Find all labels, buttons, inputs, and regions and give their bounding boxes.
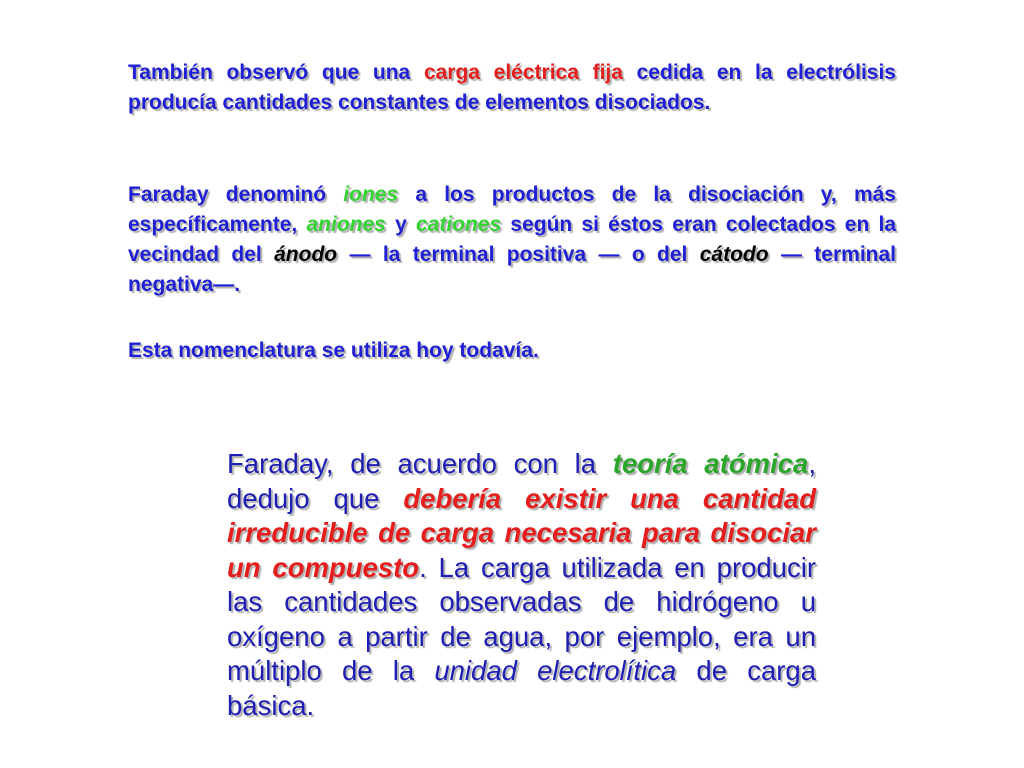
paragraph-atomic-theory	[227, 447, 816, 723]
p2-term-cathode: cátodo	[699, 243, 769, 266]
p4-text-1: Faraday, de acuerdo con la	[227, 448, 613, 479]
p2-term-ions: iones	[343, 183, 399, 206]
p1-text-end: cedida en la electrólisis producía cantidades constantes de elementos disociados.	[128, 61, 896, 114]
p4-term-electrolytic-unit: unidad electrolítica	[434, 655, 677, 686]
p4-term-atomic-theory: teoría atómica	[612, 448, 809, 479]
p2-text-3: y	[385, 213, 416, 236]
p1-text-start: También observó que una	[128, 61, 424, 84]
p1-term-fixed-charge: carga eléctrica fija	[423, 61, 623, 84]
p2-term-cations: cationes	[415, 213, 502, 236]
p4-text-4: de carga básica.	[227, 655, 816, 721]
p4-text-2: , dedujo que	[227, 448, 816, 514]
p4-text-3: . La carga utilizada en producir las cantidades observadas de hidrógeno u oxígeno a partir de agua, por ejemplo, era un múltiplo de la	[227, 551, 816, 686]
p4-term-irreducible-charge: debería existir una cantidad irreducible de carga necesaria para disociar un compuesto	[227, 482, 816, 583]
paragraph-fixed-charge	[128, 58, 896, 118]
p2-text-2: a los productos de la disociación y, más específicamente,	[128, 183, 896, 236]
p2-text-4: según si éstos eran colectados en la vecindad del	[128, 213, 897, 266]
p2-term-anode: ánodo	[274, 243, 338, 266]
p3-text: Esta nomenclatura se utiliza hoy todavía.	[128, 339, 539, 362]
paragraph-ions	[128, 180, 896, 300]
p2-term-anions: aniones	[306, 213, 386, 236]
paragraph-nomenclature	[128, 336, 896, 366]
p2-text-5: — la terminal positiva — o del	[337, 243, 700, 266]
p2-text-1: Faraday denominó	[128, 183, 344, 206]
p2-text-6: — terminal negativa—.	[128, 243, 896, 296]
